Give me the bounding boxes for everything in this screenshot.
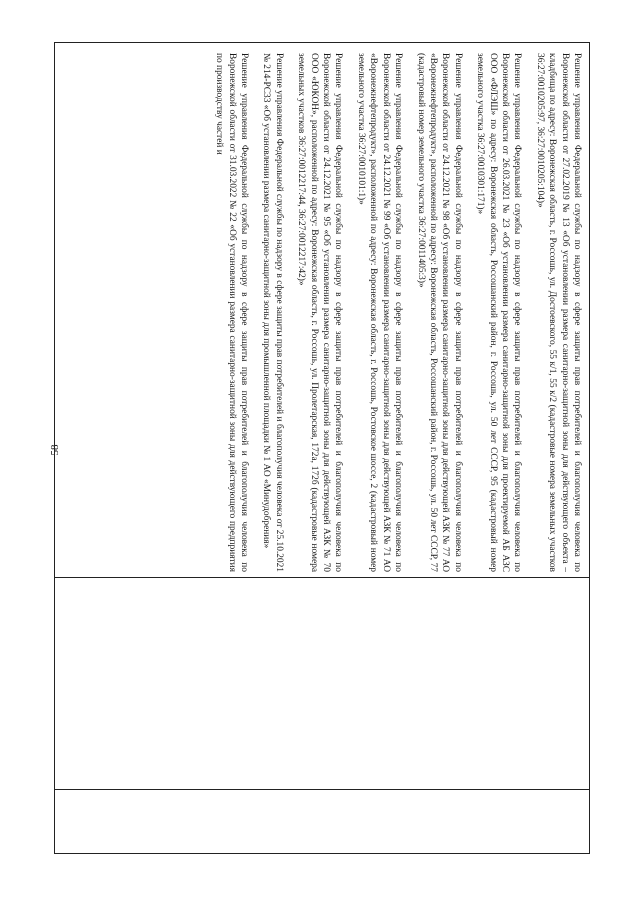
page-number: 58 (49, 444, 61, 456)
table-entry: Решение управления Федеральной службы по надзору в сфере защиты прав потребителей и благополучия человека по Воронежской области от 31.03.2022 № 22 «Об установлении размера санитарно-защитной зоны для действующего предприятия по производству частей и (214, 53, 250, 572)
table-column-empty (55, 790, 589, 853)
table-entry: Решение управления Федеральной службы по надзору в сфере защиты прав потребителей и благополучия человека по Воронежской области от 24.12.2021 № 99 «Об установлении размера санитарно-защитной зоны для действующей АЗК № 71 АО «Воронежнефтепродукт», расположенной по адресу: Воронежская область, г. Россошь, Ростовское шоссе, 2 (кадастровый номер земельного участка 36:27:0010101:1)» (355, 53, 404, 572)
table-entry: Решение управления Федеральной службы по надзору в сфере защиты прав потребителей и благополучия человека по Воронежской области от 26.03.2021 № 23 «Об установлении размера санитарно-защитной зоны для проектируемой АБ АЗС ООО «ФЛЭШ» по адресу: Воронежская область, Россошанский район, г. Россошь, ул. 50 лет СССР, 95 (кадастровый номер земельного участка 36:27:0010301:171)» (475, 53, 523, 572)
table-column-empty (55, 578, 589, 790)
table-entry: Решение управления Федеральной службы по надзору в сфере защиты прав потребителей и благополучия человека по Воронежской области от 27.02.2019 № 13 «Об установлении размера санитарно-защитной зоны для действующего объекта – кладбища по адресу: Воронежская область, г. Россошь, ул. Достоевского, 55 к/1, 55 к/2 (кадастровые номера земельных участков 36:27:0010205:97, 36:27:0010205:104)» (534, 53, 582, 572)
table-entry: Решение управления Федеральной службы по надзору в сфере защиты прав потребителей и благополучия человека по Воронежской области от 24.12.2021 № 98 «Об установлении размера санитарно-защитной зоны для действующей АЗК № 77 АО «Воронежнефтепродукт», расположенной по адресу: Воронежская область, Россошанский район, г. Россошь, ул. 50 лет СССР, 77 (кадастровый номер земельного участка 36:27:0011405:3)» (415, 53, 463, 572)
rotated-page-content (54, 42, 590, 854)
entries-list (213, 53, 583, 572)
table-column-text (55, 43, 589, 578)
document-table (54, 42, 590, 854)
table-entry: Решение управления Федеральной службы по надзору в сфере защиты прав потребителей и благополучия человека от 25.10.2021 № 214-РС33 «Об установлении размера санитарно-защитной зоны для промышленной площадки № 1 АО «Минудобрения» (261, 53, 284, 572)
table-entry: Решение управления Федеральной службы по надзору в сфере защиты прав потребителей и благополучия человека по Воронежской области от 24.12.2021 № 95 «Об установлении размера санитарно-защитной зоны для действующей АЗК № 70 ООО «ЮКОН», расположенной по адресу: Воронежская область, г. Россошь, ул. Пролетарская, 172а, 172б (кадастровые номера земельных участков 36:27:0012217:44, 36:27:0012217:42)» (296, 53, 344, 572)
